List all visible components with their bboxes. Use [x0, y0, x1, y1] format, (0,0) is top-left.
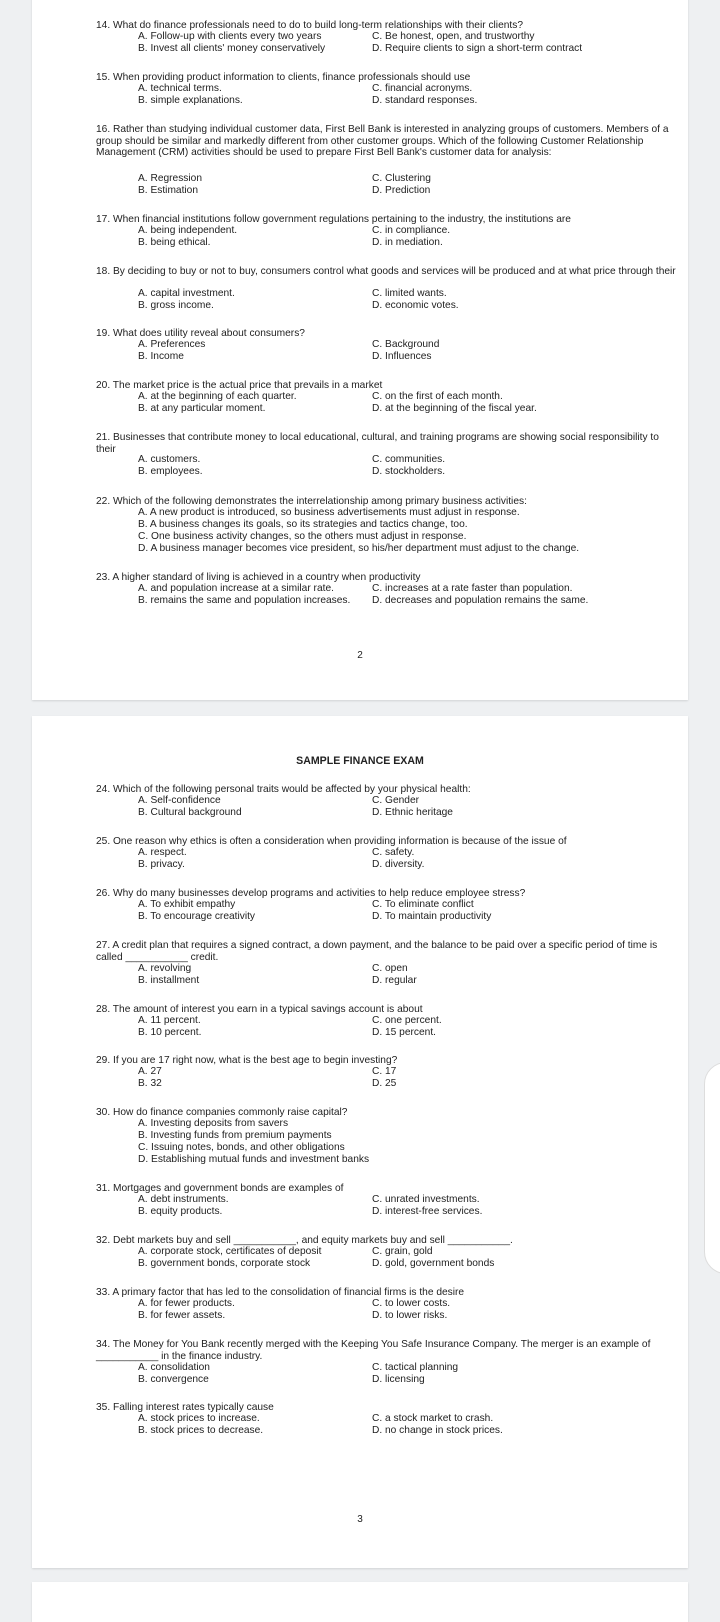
- q26-option-d: D. To maintain productivity: [372, 911, 492, 922]
- question-15-text: 15. When providing product information to clients, finance professionals should use: [96, 72, 471, 83]
- q23-option-a: A. and population increase at a similar rate.: [138, 583, 334, 594]
- q18-option-b: B. gross income.: [138, 300, 214, 311]
- q34-option-a: A. consolidation: [138, 1362, 210, 1373]
- q17-option-b: B. being ethical.: [138, 237, 211, 248]
- question-14-text: 14. What do finance professionals need to do to build long-term relationships with their clients?: [96, 20, 523, 31]
- q19-option-b: B. Income: [138, 351, 184, 362]
- q27-option-a: A. revolving: [138, 963, 192, 974]
- question-25-text: 25. One reason why ethics is often a consideration when providing information is because of the issue of: [96, 836, 567, 847]
- q25-option-b: B. privacy.: [138, 859, 185, 870]
- q27-option-c: C. open: [372, 963, 408, 974]
- question-26-text: 26. Why do many businesses develop programs and activities to help reduce employee stress?: [96, 888, 526, 899]
- q17-option-a: A. being independent.: [138, 225, 238, 236]
- q26-option-c: C. To eliminate conflict: [372, 899, 474, 910]
- q26-option-b: B. To encourage creativity: [138, 911, 256, 922]
- q24-option-b: B. Cultural background: [138, 807, 242, 818]
- q26-option-a: A. To exhibit empathy: [138, 899, 236, 910]
- q19-option-d: D. Influences: [372, 351, 432, 362]
- q21-option-a: A. customers.: [138, 454, 201, 465]
- q15-option-a: A. technical terms.: [138, 83, 222, 94]
- q33-option-d: D. to lower risks.: [372, 1310, 448, 1321]
- q35-option-d: D. no change in stock prices.: [372, 1425, 503, 1436]
- q14-option-d: D. Require clients to sign a short-term contract: [372, 43, 583, 54]
- q32-option-c: C. grain, gold: [372, 1246, 433, 1257]
- q31-option-d: D. interest-free services.: [372, 1206, 483, 1217]
- question-24-text: 24. Which of the following personal traits would be affected by your physical health:: [96, 784, 471, 795]
- document-page-4: [32, 1582, 688, 1622]
- q19-option-c: C. Background: [372, 339, 440, 350]
- question-32-text: 32. Debt markets buy and sell ___________, and equity markets buy and sell ___________.: [96, 1235, 513, 1246]
- q17-option-c: C. in compliance.: [372, 225, 451, 236]
- q33-option-c: C. to lower costs.: [372, 1298, 451, 1309]
- document-page-3: [32, 716, 688, 1568]
- q28-option-b: B. 10 percent.: [138, 1027, 202, 1038]
- q30-option-d: D. Establishing mutual funds and investment banks: [138, 1154, 370, 1165]
- q28-option-c: C. one percent.: [372, 1015, 442, 1026]
- q35-option-b: B. stock prices to decrease.: [138, 1425, 264, 1436]
- q29-option-b: B. 32: [138, 1078, 162, 1089]
- q18-option-a: A. capital investment.: [138, 288, 235, 299]
- q16-option-b: B. Estimation: [138, 185, 199, 196]
- q16-option-d: D. Prediction: [372, 185, 431, 196]
- q31-option-c: C. unrated investments.: [372, 1194, 480, 1205]
- q18-option-c: C. limited wants.: [372, 288, 447, 299]
- q32-option-b: B. government bonds, corporate stock: [138, 1258, 311, 1269]
- q29-option-c: C. 17: [372, 1066, 397, 1077]
- page-number: 3: [357, 1514, 363, 1525]
- question-33-text: 33. A primary factor that has led to the consolidation of financial firms is the desire: [96, 1287, 465, 1298]
- question-31-text: 31. Mortgages and government bonds are examples of: [96, 1183, 344, 1194]
- q15-option-b: B. simple explanations.: [138, 95, 243, 106]
- page-number: 2: [357, 650, 363, 661]
- question-27-text: 27. A credit plan that requires a signed contract, a down payment, and the balance to be paid over a specific period of time is called ___________ credit.: [96, 940, 658, 963]
- q20-option-a: A. at the beginning of each quarter.: [138, 391, 297, 402]
- q20-option-c: C. on the first of each month.: [372, 391, 503, 402]
- q33-option-a: A. for fewer products.: [138, 1298, 235, 1309]
- exam-heading: SAMPLE FINANCE EXAM: [296, 755, 424, 767]
- q24-option-d: D. Ethnic heritage: [372, 807, 453, 818]
- q21-option-b: B. employees.: [138, 466, 203, 477]
- q29-option-d: D. 25: [372, 1078, 397, 1089]
- q22-option-a: A. A new product is introduced, so business advertisements must adjust in response.: [138, 507, 520, 518]
- q33-option-b: B. for fewer assets.: [138, 1310, 226, 1321]
- question-22-text: 22. Which of the following demonstrates the interrelationship among primary business activities:: [96, 496, 527, 507]
- q25-option-d: D. diversity.: [372, 859, 425, 870]
- q30-option-c: C. Issuing notes, bonds, and other obligations: [138, 1142, 345, 1153]
- q25-option-c: C. safety.: [372, 847, 415, 858]
- question-18-text: 18. By deciding to buy or not to buy, consumers control what goods and services will be produced and at what price through their: [96, 266, 676, 277]
- question-20-text: 20. The market price is the actual price that prevails in a market: [96, 380, 383, 391]
- q24-option-c: C. Gender: [372, 795, 419, 806]
- q22-option-c: C. One business activity changes, so the others must adjust in response.: [138, 531, 467, 542]
- q22-option-d: D. A business manager becomes vice president, so his/her department must adjust to the change.: [138, 543, 580, 554]
- q15-option-d: D. standard responses.: [372, 95, 478, 106]
- question-16-text: 16. Rather than studying individual customer data, First Bell Bank is interested in analyzing groups of customers. Members of a group should be similar and markedly different from other customer groups. Which of the following Customer Relationship Management (CRM) activities should be used to prepare First Bell Bank's customer data for analysis:: [96, 124, 669, 159]
- q15-option-c: C. financial acronyms.: [372, 83, 473, 94]
- q34-option-d: D. licensing: [372, 1374, 425, 1385]
- q14-option-b: B. Invest all clients' money conservatively: [138, 43, 326, 54]
- q25-option-a: A. respect.: [138, 847, 187, 858]
- question-23-text: 23. A higher standard of living is achieved in a country when productivity: [96, 572, 421, 583]
- question-19-text: 19. What does utility reveal about consumers?: [96, 328, 305, 339]
- q28-option-a: A. 11 percent.: [138, 1015, 201, 1026]
- q35-option-c: C. a stock market to crash.: [372, 1413, 494, 1424]
- q23-option-c: C. increases at a rate faster than population.: [372, 583, 573, 594]
- question-34-text: 34. The Money for You Bank recently merged with the Keeping You Safe Insurance Company. The merger is an example of ___________ in the finance industry.: [96, 1339, 651, 1362]
- q21-option-c: C. communities.: [372, 454, 446, 465]
- question-29-text: 29. If you are 17 right now, what is the best age to begin investing?: [96, 1055, 398, 1066]
- question-28-text: 28. The amount of interest you earn in a typical savings account is about: [96, 1004, 423, 1015]
- q30-option-b: B. Investing funds from premium payments: [138, 1130, 332, 1141]
- q16-option-c: C. Clustering: [372, 173, 431, 184]
- q34-option-c: C. tactical planning: [372, 1362, 459, 1373]
- q31-option-a: A. debt instruments.: [138, 1194, 229, 1205]
- question-17-text: 17. When financial institutions follow government regulations pertaining to the industry, the institutions are: [96, 214, 571, 225]
- q30-option-a: A. Investing deposits from savers: [138, 1118, 289, 1129]
- document-page-2: [32, 0, 688, 700]
- q28-option-d: D. 15 percent.: [372, 1027, 436, 1038]
- q21-option-d: D. stockholders.: [372, 466, 446, 477]
- q35-option-a: A. stock prices to increase.: [138, 1413, 260, 1424]
- question-30-text: 30. How do finance companies commonly raise capital?: [96, 1107, 348, 1118]
- q19-option-a: A. Preferences: [138, 339, 206, 350]
- q27-option-d: D. regular: [372, 975, 417, 986]
- q23-option-b: B. remains the same and population increases.: [138, 595, 351, 606]
- question-35-text: 35. Falling interest rates typically cause: [96, 1402, 274, 1413]
- q20-option-d: D. at the beginning of the fiscal year.: [372, 403, 537, 414]
- q20-option-b: B. at any particular moment.: [138, 403, 266, 414]
- q24-option-a: A. Self-confidence: [138, 795, 221, 806]
- q27-option-b: B. installment: [138, 975, 200, 986]
- q29-option-a: A. 27: [138, 1066, 162, 1077]
- q14-option-a: A. Follow-up with clients every two years: [138, 31, 322, 42]
- q18-option-d: D. economic votes.: [372, 300, 459, 311]
- q14-option-c: C. Be honest, open, and trustworthy: [372, 31, 535, 42]
- side-panel-handle[interactable]: [704, 1062, 720, 1274]
- q23-option-d: D. decreases and population remains the same.: [372, 595, 589, 606]
- q32-option-d: D. gold, government bonds: [372, 1258, 495, 1269]
- q32-option-a: A. corporate stock, certificates of deposit: [138, 1246, 322, 1257]
- question-21-text: 21. Businesses that contribute money to local educational, cultural, and training programs are showing social responsibility to their: [96, 432, 659, 455]
- q16-option-a: A. Regression: [138, 173, 202, 184]
- q34-option-b: B. convergence: [138, 1374, 209, 1385]
- q22-option-b: B. A business changes its goals, so its strategies and tactics change, too.: [138, 519, 468, 530]
- q17-option-d: D. in mediation.: [372, 237, 443, 248]
- q31-option-b: B. equity products.: [138, 1206, 223, 1217]
